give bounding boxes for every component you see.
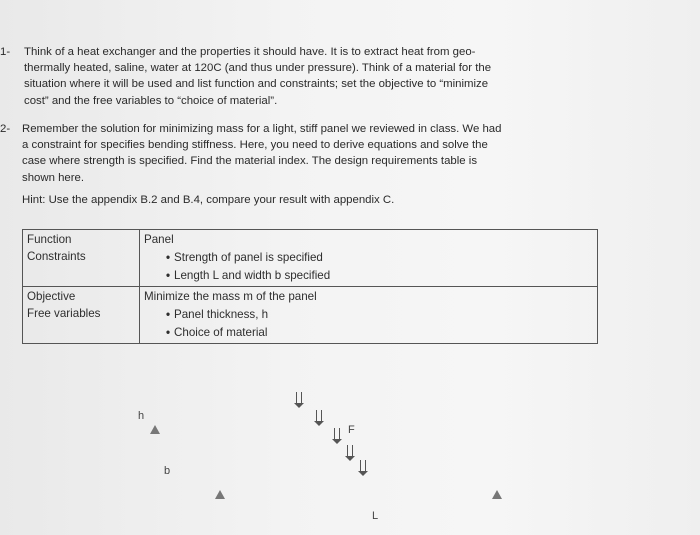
h-dimension-icon [150, 425, 160, 434]
question-2-line: a constraint for specifies bending stiffness. Here, you need to derive equations and solve the [22, 139, 488, 152]
question-1-line: thermally heated, saline, water at 120C (and thus under pressure). Think of a material for the [24, 62, 492, 75]
table-row [23, 230, 598, 287]
question-2-line: shown here. [22, 171, 85, 184]
constraints-label: Constraints [27, 250, 86, 263]
question-2-number: 2- [0, 123, 11, 135]
question-1-line: Think of a heat exchanger and the properties it should have. It is to extract heat from geo- [24, 46, 476, 58]
function-label: Function [27, 233, 72, 246]
design-requirements-table [22, 229, 598, 344]
free-variable-item: • Panel thickness, h [144, 306, 593, 324]
load-arrow-icon [334, 428, 340, 440]
load-arrow-icon [360, 460, 366, 472]
constraint-item: • Length L and width b specified [144, 267, 593, 285]
question-2-line: case where strength is specified. Find the material index. The design requirements table is [22, 155, 478, 168]
table-row [23, 287, 598, 344]
constraint-item: • Strength of panel is specified [144, 249, 593, 267]
objective-value: Minimize the mass m of the panel [144, 290, 317, 303]
function-value: Panel [144, 233, 174, 246]
free-variable-item: • Choice of material [144, 324, 593, 342]
free-variables-label: Free variables [27, 307, 101, 320]
question-2-line: Remember the solution for minimizing mass for a light, stiff panel we reviewed in class. We had [22, 123, 502, 135]
support-right-icon [492, 490, 502, 499]
question-1-number: 1- [0, 46, 11, 58]
load-arrow-icon [347, 445, 353, 457]
question-1-line: situation where it will be used and list function and constraints; set the objective to “minimize [24, 78, 489, 91]
question-1-text [24, 44, 584, 109]
b-label: b [164, 465, 171, 477]
question-1-line: cost” and the free variables to “choice of material”. [24, 94, 278, 107]
objective-label: Objective [27, 290, 76, 303]
f-label: F [348, 424, 355, 436]
load-arrow-icon [296, 392, 302, 404]
hint-text: Hint: Use the appendix B.2 and B.4, compare your result with appendix C. [22, 194, 395, 206]
l-label: L [372, 510, 379, 522]
question-2-text [22, 121, 582, 186]
h-label: h [138, 410, 145, 422]
load-arrow-icon [316, 410, 322, 422]
support-left-icon [215, 490, 225, 499]
